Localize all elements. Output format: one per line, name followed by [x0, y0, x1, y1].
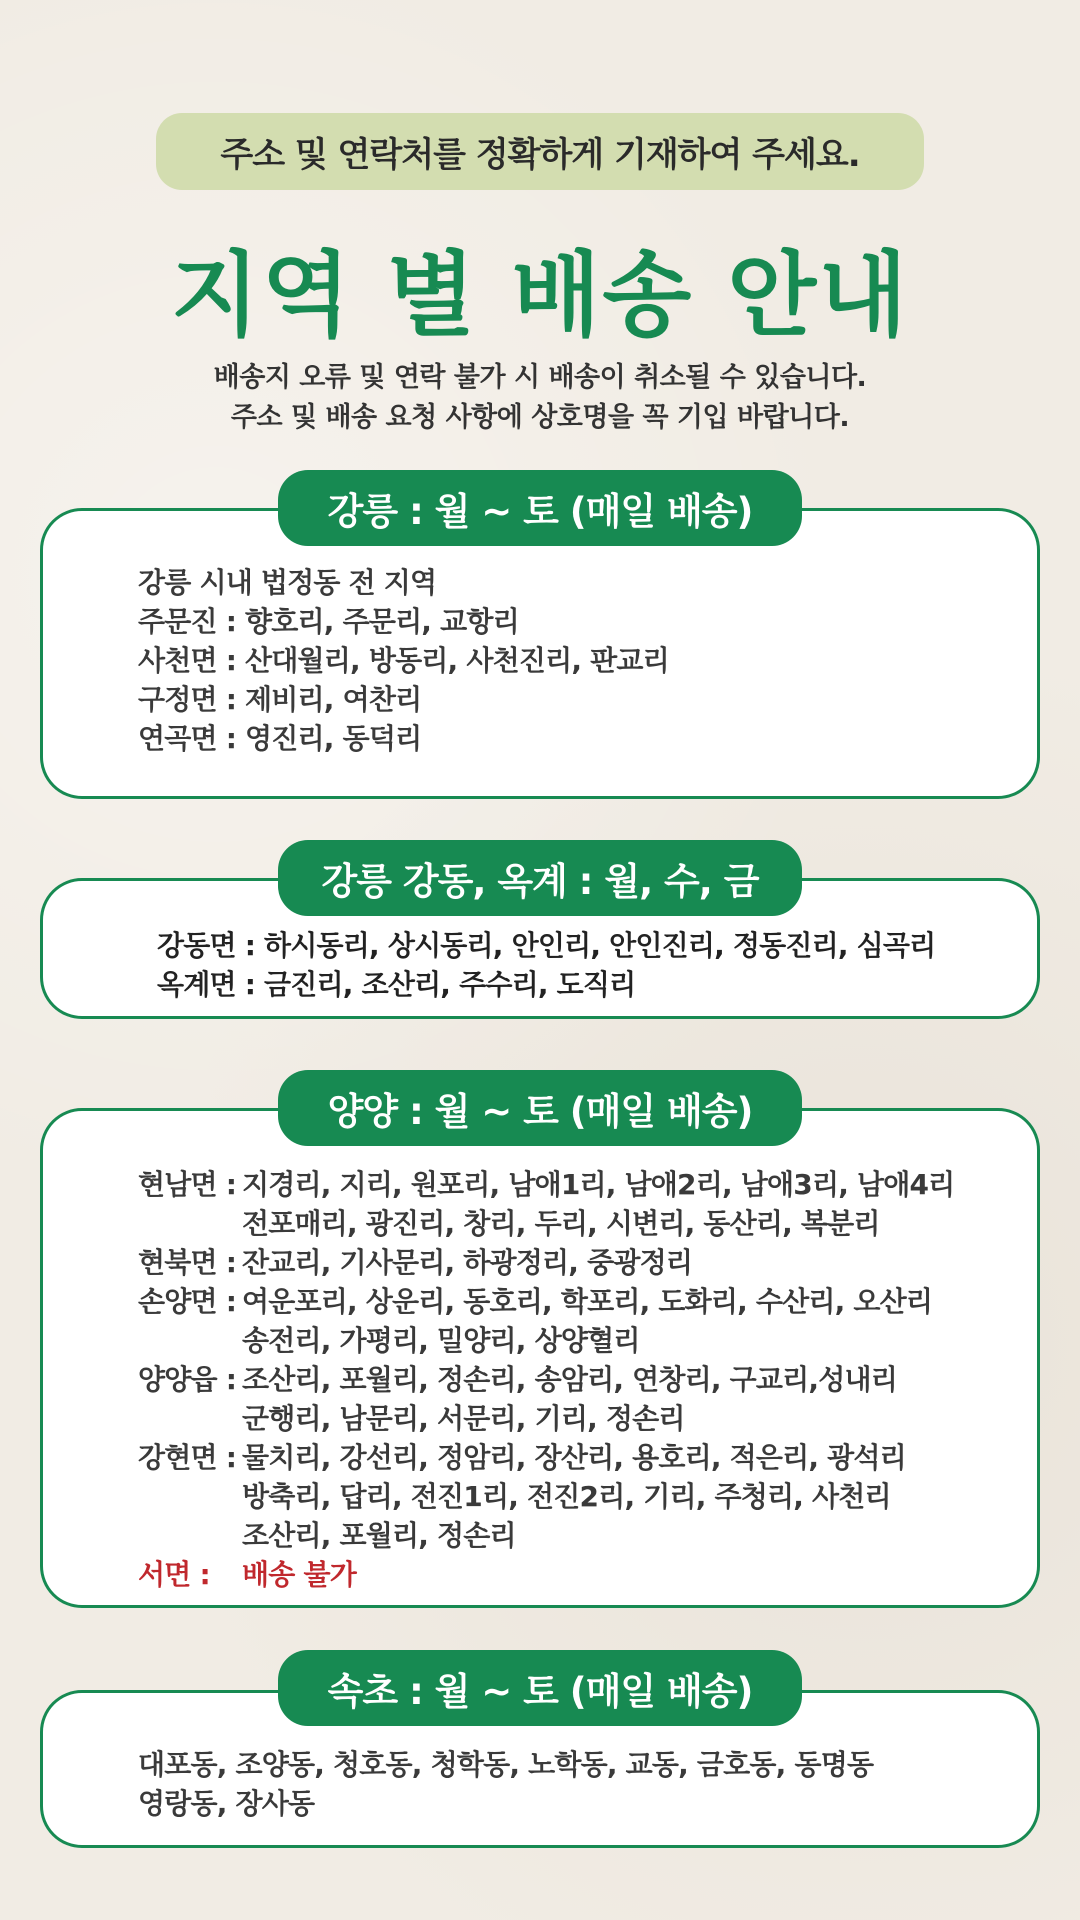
- subtitle-line: 주소 및 배송 요청 사항에 상호명을 꼭 기입 바랍니다.: [230, 402, 850, 433]
- gangneung-card: [40, 508, 1040, 799]
- yangyang-lines: [138, 1165, 954, 1594]
- list-item: 연곡면 : 영진리, 동덕리: [138, 722, 422, 755]
- sokcho-header: [278, 1650, 802, 1726]
- list-item: 주문진 : 향호리, 주문리, 교항리: [138, 605, 519, 638]
- list-item: [138, 1477, 954, 1516]
- district-villages: 지경리, 지리, 원포리, 남애1리, 남애2리, 남애3리, 남애4리: [242, 1168, 955, 1201]
- list-item: [138, 1516, 954, 1555]
- district-villages: 조산리, 포월리, 정손리, 송암리, 연창리, 구교리,성내리: [242, 1363, 897, 1396]
- district-villages: 여운포리, 상운리, 동호리, 학포리, 도화리, 수산리, 오산리: [242, 1285, 933, 1318]
- section-header-label: 강릉 강동, 옥계 : 월, 수, 금: [321, 860, 759, 903]
- list-item: [138, 1321, 954, 1360]
- district-villages: 조산리, 포월리, 정손리: [242, 1519, 516, 1552]
- district-name: 현북면 :: [138, 1246, 237, 1279]
- notice-banner: [156, 113, 924, 190]
- subtitle-line: 배송지 오류 및 연락 불가 시 배송이 취소될 수 있습니다.: [213, 362, 867, 393]
- district-villages: 송전리, 가평리, 밀양리, 상양혈리: [242, 1324, 640, 1357]
- list-item: 강동면 : 하시동리, 상시동리, 안인리, 안인진리, 정동진리, 심곡리: [157, 929, 936, 962]
- list-item: [138, 1243, 954, 1282]
- sokcho-lines: [138, 1745, 873, 1823]
- district-villages: 군행리, 남문리, 서문리, 기리, 정손리: [242, 1402, 685, 1435]
- subtitle: [0, 358, 1080, 438]
- list-item: 사천면 : 산대월리, 방동리, 사천진리, 판교리: [138, 644, 669, 677]
- gangdong-lines: [157, 926, 935, 1004]
- gangneung-lines: [138, 563, 669, 758]
- list-item: 구정면 : 제비리, 여찬리: [138, 683, 422, 716]
- district-villages: 배송 불가: [242, 1558, 356, 1591]
- list-item: [138, 1204, 954, 1243]
- yangyang-card: [40, 1108, 1040, 1608]
- list-item: 옥계면 : 금진리, 조산리, 주수리, 도직리: [157, 968, 636, 1001]
- district-name: 현남면 :: [138, 1168, 237, 1201]
- district-name: 강현면 :: [138, 1441, 237, 1474]
- district-villages: 물치리, 강선리, 정암리, 장산리, 용호리, 적은리, 광석리: [242, 1441, 906, 1474]
- list-item: [138, 1555, 954, 1594]
- district-name: 손양면 :: [138, 1285, 237, 1318]
- list-item: [138, 1438, 954, 1477]
- gangneung-header: [278, 470, 802, 546]
- list-item: [138, 1399, 954, 1438]
- district-villages: 방축리, 답리, 전진1리, 전진2리, 기리, 주청리, 사천리: [242, 1480, 891, 1513]
- page-title: 지역 별 배송 안내: [170, 242, 910, 349]
- list-item: [138, 1360, 954, 1399]
- district-villages: 전포매리, 광진리, 창리, 두리, 시변리, 동산리, 복분리: [242, 1207, 880, 1240]
- section-header-label: 양양 : 월 ~ 토 (매일 배송): [327, 1090, 753, 1133]
- notice-text: 주소 및 연락처를 정확하게 기재하여 주세요.: [220, 135, 860, 175]
- yangyang-header: [278, 1070, 802, 1146]
- section-header-label: 속초 : 월 ~ 토 (매일 배송): [327, 1670, 753, 1713]
- section-header-label: 강릉 : 월 ~ 토 (매일 배송): [327, 490, 753, 533]
- list-item: [138, 1282, 954, 1321]
- list-item: 영랑동, 장사동: [138, 1787, 315, 1820]
- district-name: 양양읍 :: [138, 1363, 237, 1396]
- list-item: [138, 1165, 954, 1204]
- list-item: 강릉 시내 법정동 전 지역: [138, 566, 437, 599]
- district-name: 서면 :: [138, 1558, 210, 1591]
- district-villages: 잔교리, 기사문리, 하광정리, 중광정리: [242, 1246, 693, 1279]
- list-item: 대포동, 조양동, 청호동, 청학동, 노학동, 교동, 금호동, 동명동: [138, 1748, 874, 1781]
- gangdong-okgye-header: [278, 840, 802, 916]
